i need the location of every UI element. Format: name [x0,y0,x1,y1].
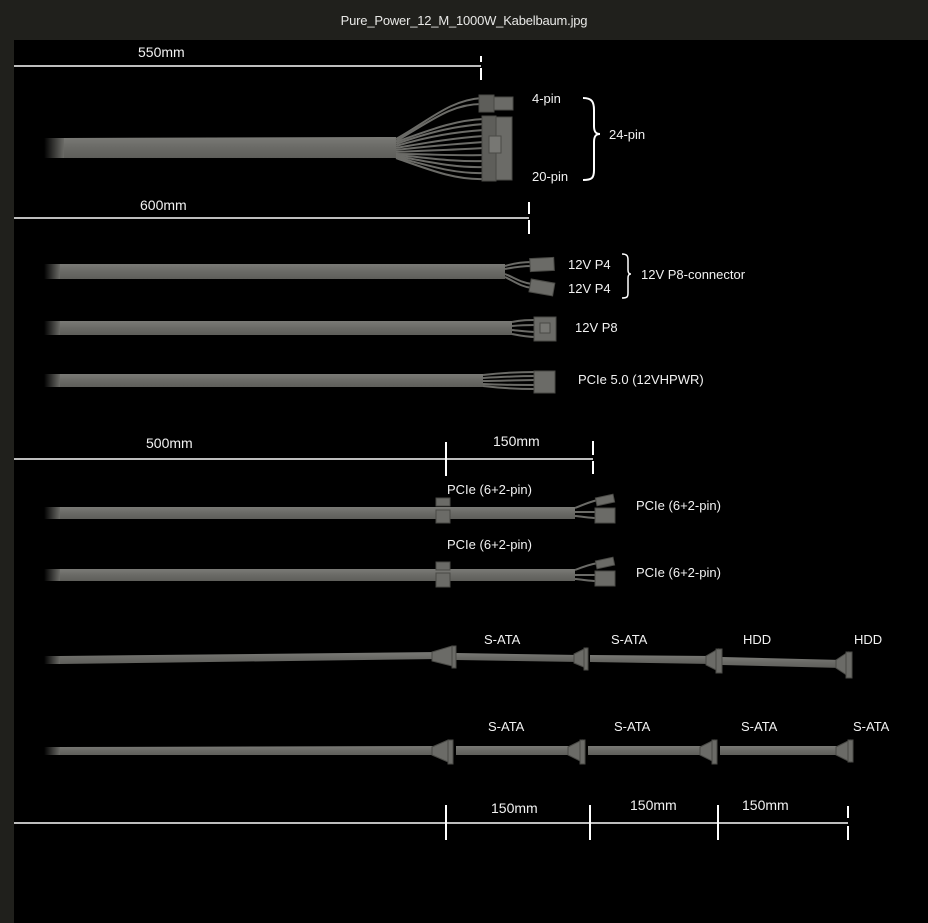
label-sata-4: S-ATA [853,719,890,734]
brace-24pin [583,98,600,180]
brace-p8-connector [622,254,631,298]
label-sata-hdd-4: HDD [854,632,883,647]
label-pcie5-12vhpwr: PCIe 5.0 (12VHPWR) [578,372,704,387]
label-sata-hdd-3: HDD [743,632,772,647]
cpu-p4-cable [44,257,555,296]
label-12v-p8-connector: 12V P8-connector [641,267,746,282]
label-24pin: 24-pin [609,127,646,142]
pcie-cable-2 [44,557,615,587]
label-sata-hdd-2: S-ATA [611,632,648,647]
label-12v-p8: 12V P8 [575,320,618,335]
label-4pin: 4-pin [532,91,561,106]
label-sata-3: S-ATA [741,719,778,734]
dimension-lines [14,56,848,840]
label-pcie-2-end: PCIe (6+2-pin) [636,565,721,580]
window-title: Pure_Power_12_M_1000W_Kabelbaum.jpg [340,12,588,28]
label-pcie-1-mid: PCIe (6+2-pin) [447,482,532,497]
pcie5-12vhpwr-cable [44,371,555,393]
sata-hdd-cable [44,646,852,678]
dim-cpu-length: 600mm [140,197,187,213]
label-pcie-2-mid: PCIe (6+2-pin) [447,537,532,552]
label-sata-1: S-ATA [488,719,525,734]
label-sata-hdd-1: S-ATA [484,632,521,647]
atx-24pin-cable [44,95,513,181]
label-sata-2: S-ATA [614,719,651,734]
label-12v-p4-a: 12V P4 [568,257,611,272]
dim-atx-length: 550mm [138,44,185,60]
dim-sata-seg3: 150mm [742,797,789,813]
dim-pcie-ext-length: 150mm [493,433,540,449]
label-12v-p4-b: 12V P4 [568,281,611,296]
cable-harness-diagram [14,40,928,923]
window-titlebar [0,0,928,40]
label-pcie-1-end: PCIe (6+2-pin) [636,498,721,513]
dim-sata-seg1: 150mm [491,800,538,816]
dim-sata-seg2: 150mm [630,797,677,813]
label-20pin: 20-pin [532,169,569,184]
dim-pcie-main-length: 500mm [146,435,193,451]
p8-cable [44,317,556,341]
image-viewer [14,40,928,923]
pcie-cable-1 [44,494,615,523]
sata-cable [44,740,853,764]
